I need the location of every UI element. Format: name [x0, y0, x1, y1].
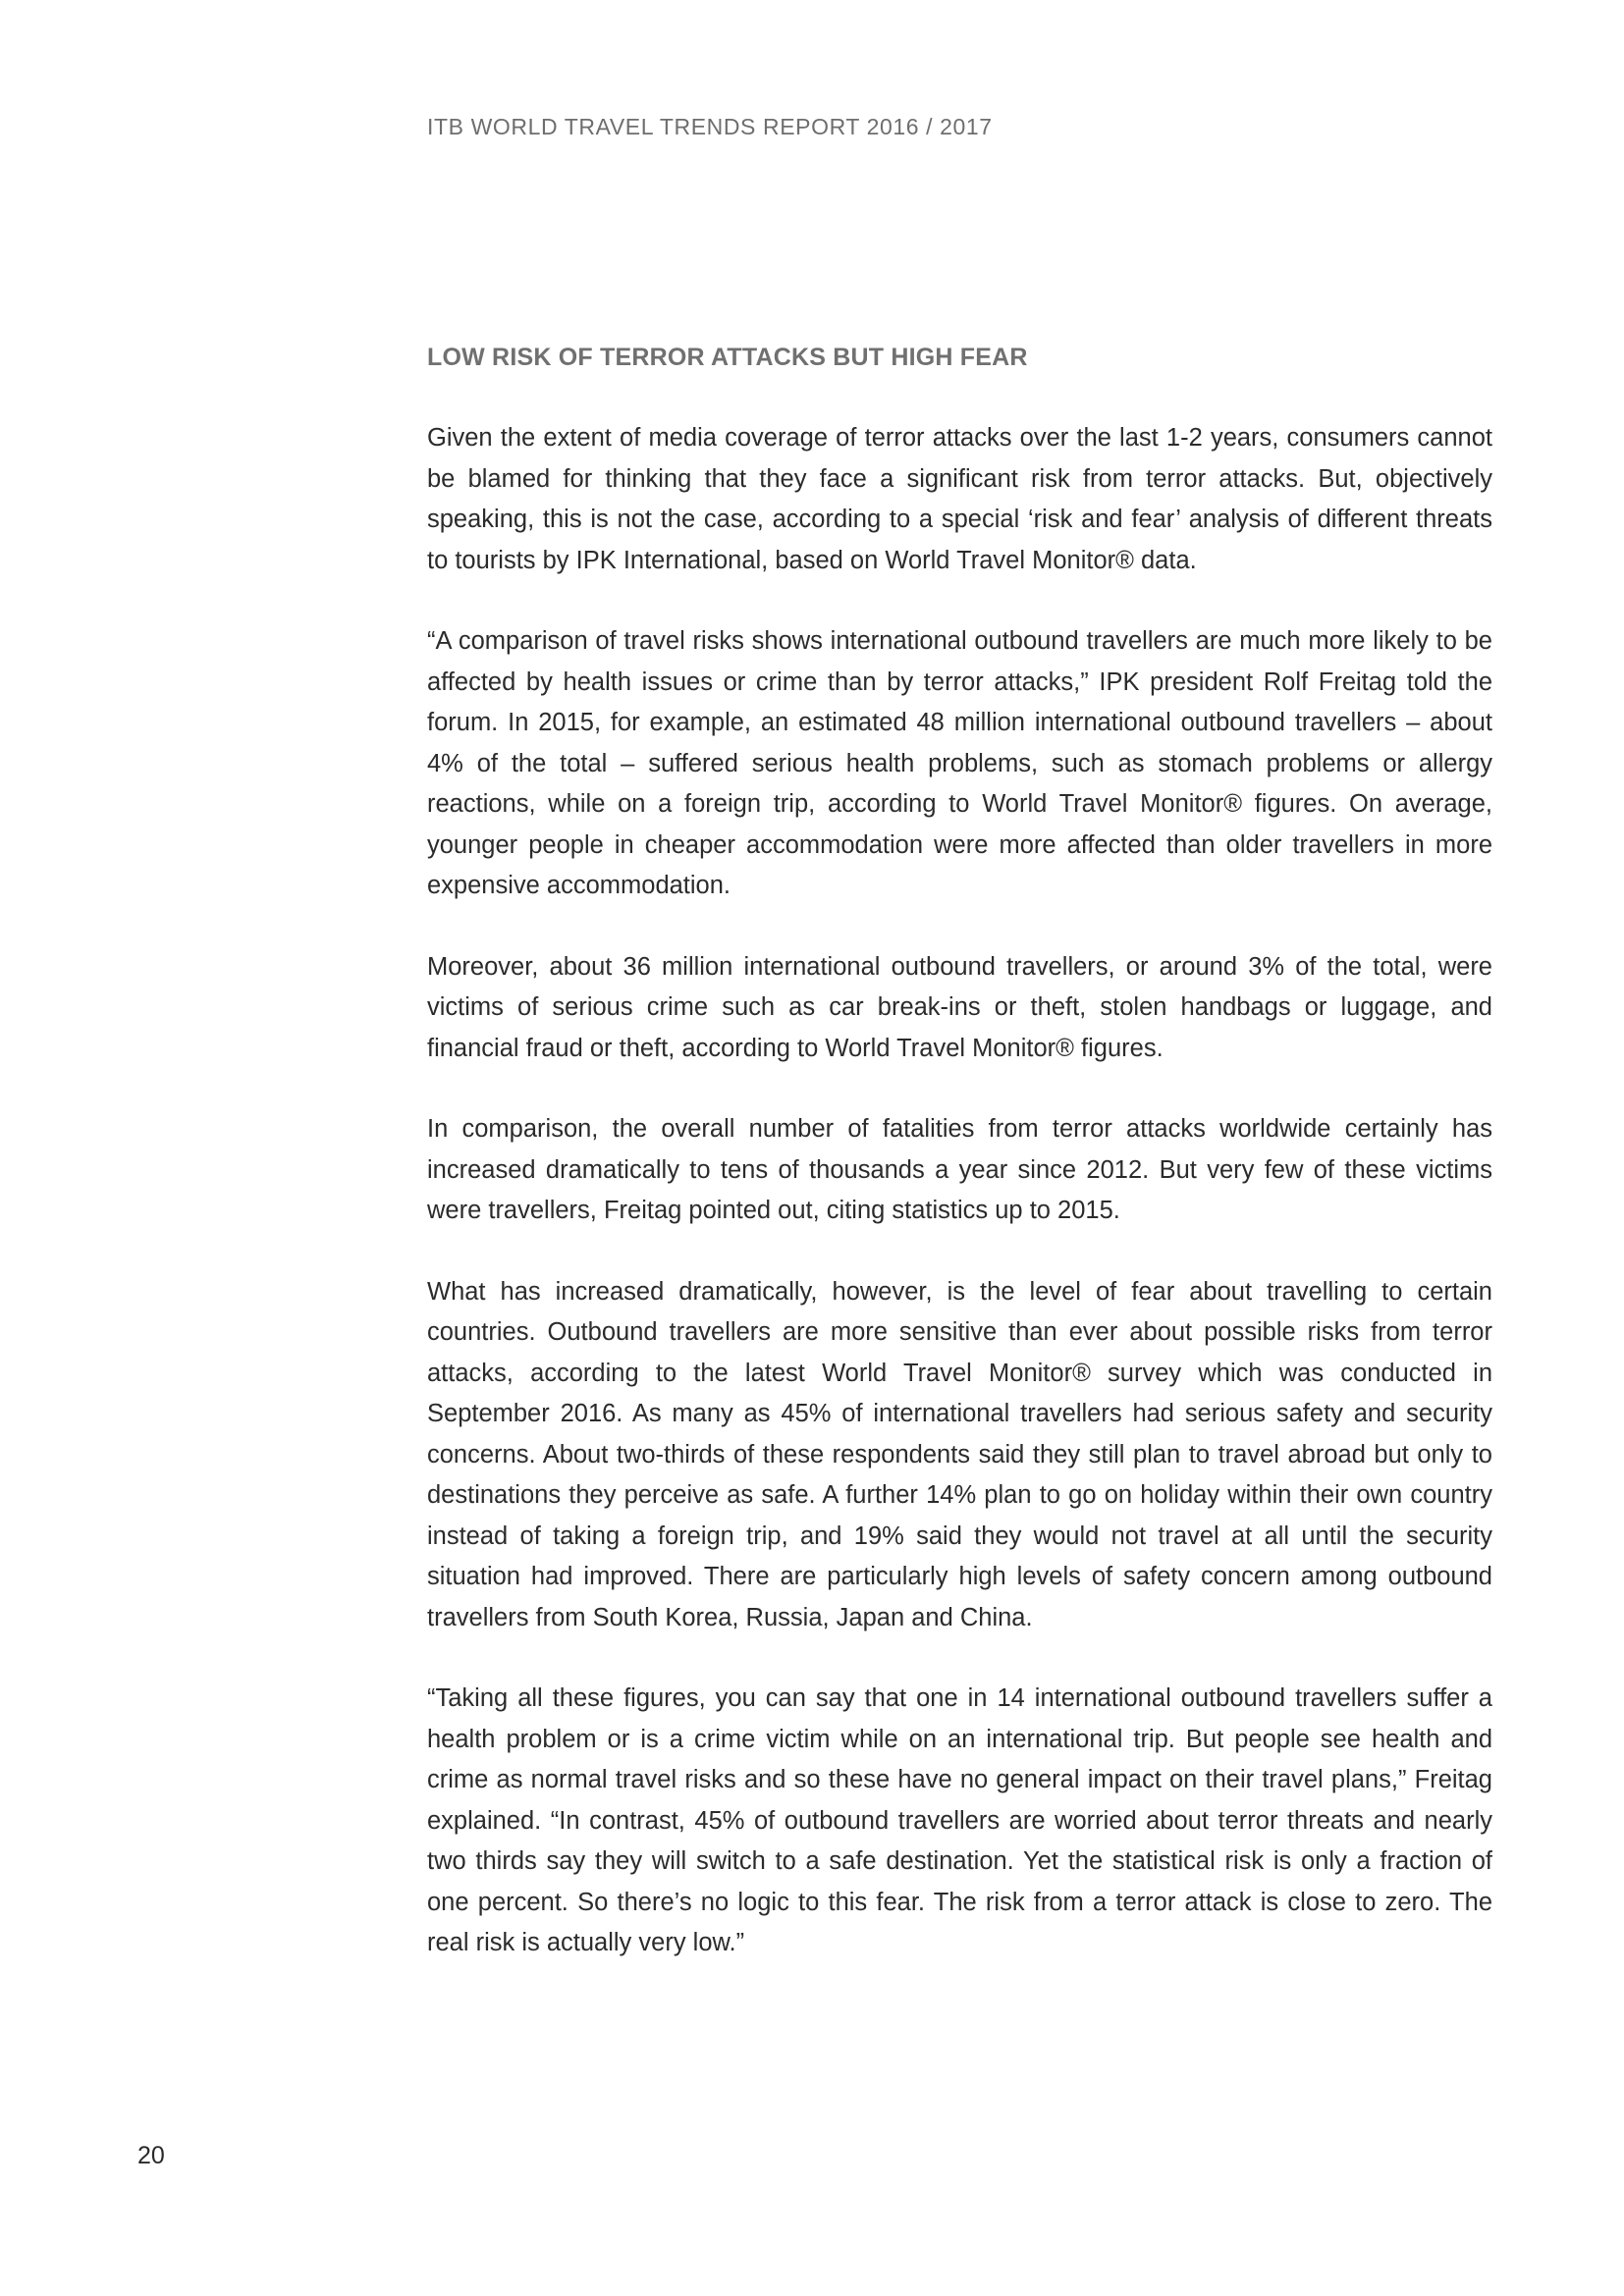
section-title: LOW RISK OF TERROR ATTACKS BUT HIGH FEAR	[427, 344, 1028, 371]
running-header: ITB WORLD TRAVEL TRENDS REPORT 2016 / 2017	[427, 114, 993, 139]
paragraph-4: In comparison, the overall number of fatalities from terror attacks worldwide certainly has increased dramatically to tens of thousands a year since 2012. But very few of these victims were travellers, Freitag pointed out, citing statistics up to 2015.	[427, 1115, 1492, 1224]
article-body	[427, 340, 1492, 2004]
paragraph-5: What has increased dramatically, however, is the level of fear about travelling to certain countries. Outbound travellers are more sensitive than ever about possible risks from terror attacks, according to the latest World Travel Monitor® survey which was conducted in September 2016. As many as 45% of international travellers had serious safety and security concerns. About two-thirds of these respondents said they still plan to travel abroad but only to destinations they perceive as safe. A further 14% plan to go on holiday within their own country instead of taking a foreign trip, and 19% said they would not travel at all until the security situation had improved. There are particularly high levels of safety concern among outbound travellers from South Korea, Russia, Japan and China.	[427, 1277, 1492, 1631]
page-number: 20	[137, 2142, 165, 2169]
paragraph-3: Moreover, about 36 million international outbound travellers, or around 3% of the total, were victims of serious crime such as car break-ins or theft, stolen handbags or luggage, and financial fraud or theft, according to World Travel Monitor® figures.	[427, 952, 1492, 1062]
paragraph-6: “Taking all these figures, you can say that one in 14 international outbound travellers suffer a health problem or is a crime victim while on an international trip. But people see health and crime as normal travel risks and so these have no general impact on their travel plans,” Freitag explained. “In contrast, 45% of outbound travellers are worried about terror threats and nearly two thirds say they will switch to a safe destination. Yet the statistical risk is only a fraction of one percent. So there’s no logic to this fear. The risk from a terror attack is close to zero. The real risk is actually very low.”	[427, 1684, 1492, 1956]
paragraph-2: “A comparison of travel risks shows international outbound travellers are much more likely to be affected by health issues or crime than by terror attacks,” IPK president Rolf Freitag told the forum. In 2015, for example, an estimated 48 million international outbound travellers – about 4% of the total – suffered serious health problems, such as stomach problems or allergy reactions, while on a foreign trip, according to World Travel Monitor® figures. On average, younger people in cheaper accommodation were more affected than older travellers in more expensive accommodation.	[427, 627, 1492, 899]
paragraph-1: Given the extent of media coverage of terror attacks over the last 1-2 years, consumers cannot be blamed for thinking that they face a significant risk from terror attacks. But, objectively speaking, this is not the case, according to a special ‘risk and fear’ analysis of different threats to tourists by IPK International, based on World Travel Monitor® data.	[427, 424, 1492, 574]
